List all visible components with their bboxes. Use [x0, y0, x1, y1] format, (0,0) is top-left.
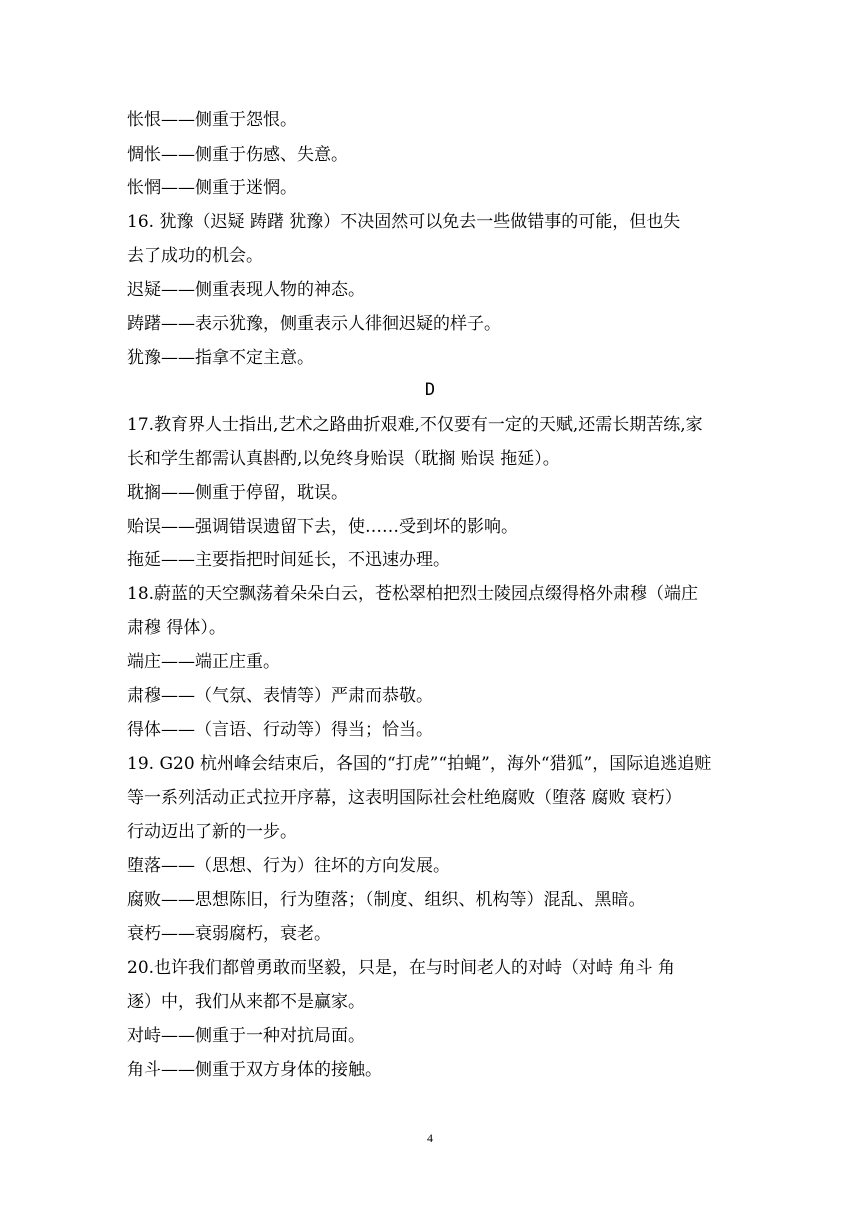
question-20-line: 20.也许我们都曾勇敢而坚毅，只是，在与时间老人的对峙（对峙 角斗 角	[127, 958, 675, 978]
text-line: 肃穆 得体）。	[127, 618, 226, 638]
text-line: 对峙——侧重于一种对抗局面。	[127, 1026, 365, 1046]
question-17-line: 17.教育界人士指出,艺术之路曲折艰难,不仅要有一定的天赋,还需长期苦练,家	[127, 415, 703, 435]
text-line: 贻误——强调错误遗留下去，使……受到坏的影响。	[127, 517, 518, 537]
text-line: 耽搁——侧重于停留，耽误。	[127, 483, 348, 503]
text-line: 拖延——主要指把时间延长，不迅速办理。	[127, 550, 450, 570]
text-line: 腐败——思想陈旧，行为堕落；（制度、组织、机构等）混乱、黑暗。	[127, 890, 646, 910]
page-number: 4	[427, 1131, 433, 1145]
text-line: 怅惘——侧重于迷惘。	[127, 178, 297, 198]
text-line: 端庄——端正庄重。	[127, 652, 280, 672]
text-line: 去了成功的机会。	[127, 246, 263, 266]
section-letter: D	[424, 380, 436, 400]
question-19-line: 19. G20 杭州峰会结束后，各国的“打虎”“拍蝇”，海外“猎狐”，国际追逃追赃	[127, 754, 712, 774]
text-line: 堕落——（思想、行为）往坏的方向发展。	[127, 856, 450, 876]
text-line: 衰朽——衰弱腐朽，衰老。	[127, 924, 331, 944]
text-line: 踌躇——表示犹豫，侧重表示人徘徊迟疑的样子。	[127, 314, 501, 334]
text-line: 逐）中，我们从来都不是赢家。	[127, 992, 365, 1012]
text-line: 犹豫——指拿不定主意。	[127, 348, 314, 368]
text-line: 得体——（言语、行动等）得当；恰当。	[127, 720, 433, 740]
text-line: 肃穆——（气氛、表情等）严肃而恭敬。	[127, 686, 433, 706]
text-line: 等一系列活动正式拉开序幕，这表明国际社会杜绝腐败（堕落 腐败 衰朽）	[127, 788, 682, 808]
text-line: 怅恨——侧重于怨恨。	[127, 110, 297, 130]
question-16-line: 16. 犹豫（迟疑 踌躇 犹豫）不决固然可以免去一些做错事的可能，但也失	[127, 212, 681, 232]
text-line: 惆怅——侧重于伤感、失意。	[127, 145, 348, 165]
text-line: 角斗——侧重于双方身体的接触。	[127, 1060, 382, 1080]
text-line: 迟疑——侧重表现人物的神态。	[127, 280, 365, 300]
question-18-line: 18.蔚蓝的天空飘荡着朵朵白云，苍松翠柏把烈士陵园点缀得格外肃穆（端庄	[127, 584, 699, 604]
text-line: 长和学生都需认真斟酌,以免终身贻误（耽搁 贻误 拖延）。	[127, 449, 560, 469]
text-line: 行动迈出了新的一步。	[127, 822, 297, 842]
